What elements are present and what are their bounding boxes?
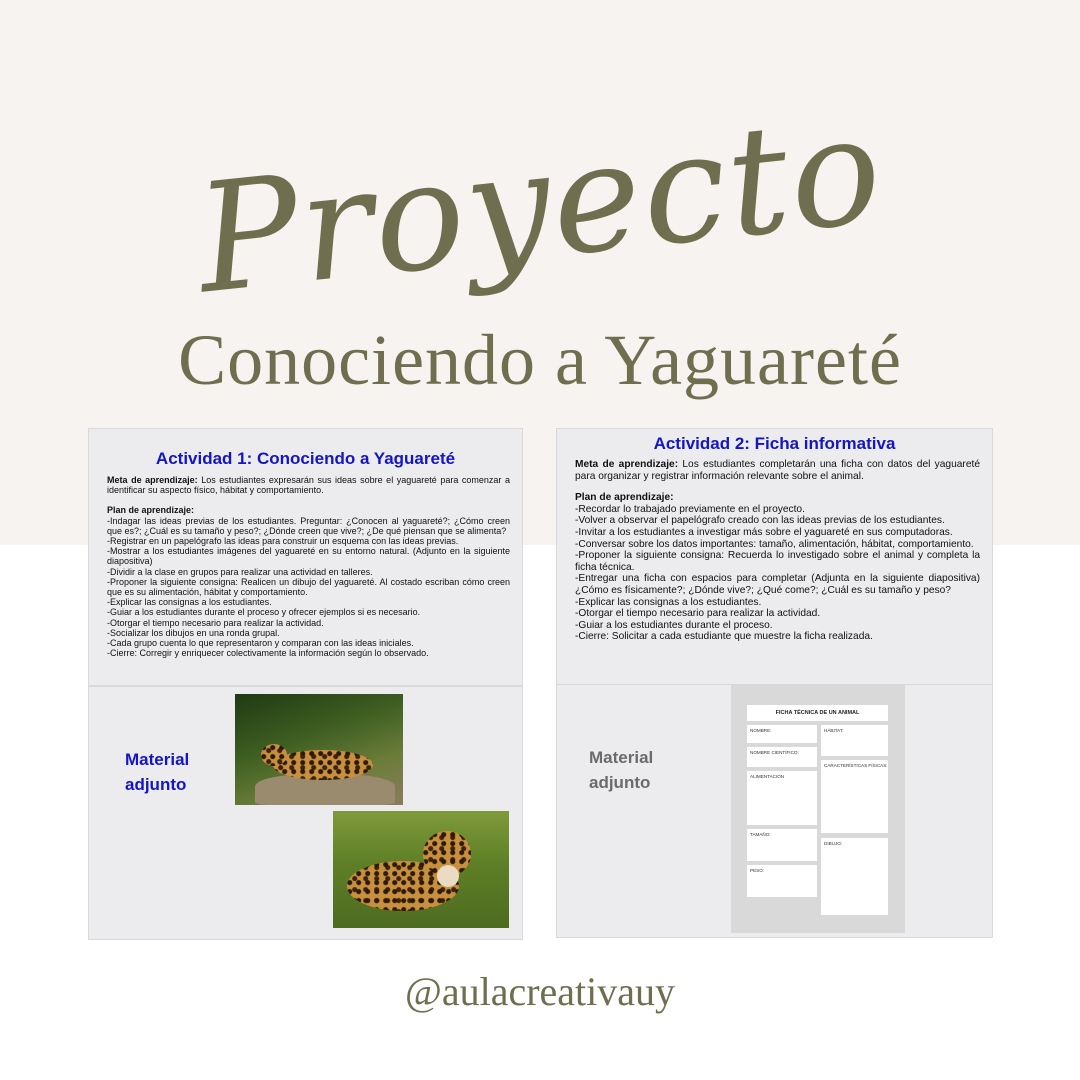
material-line-2: adjunto — [589, 773, 651, 792]
jaguar-on-rock-photo — [235, 694, 403, 805]
plan-item: -Conversar sobre los datos importantes: tamaño, alimentación, hábitat, comportamiento. — [575, 538, 974, 550]
meta-text: Los estudiantes completarán una ficha con datos del yaguareté para organizar y registrar información relevante sobre el animal. — [575, 459, 980, 482]
plan-item: -Volver a observar el papelógrafo creado con las ideas previas de los estudiantes. — [575, 515, 945, 527]
activity-1-meta — [107, 475, 510, 495]
material-line-1: Material — [125, 750, 190, 769]
plan-item: -Otorgar el tiempo necesario para realizar la actividad. — [107, 617, 324, 628]
field-label: NOMBRE CIENTÍFICO: — [750, 750, 799, 755]
field-caracteristicas — [821, 760, 888, 833]
activity-1-slide — [88, 428, 523, 686]
meta-text: Los estudiantes expresarán sus ideas sobre el yaguareté para comenzar a identificar su aspecto físico, hábitat y comportamiento. — [107, 475, 510, 496]
plan-item: -Indagar las ideas previas de los estudiantes. Preguntar: ¿Conocen al yaguareté?; ¿Cómo creen que es?; ¿Cuál es su tamaño y peso?; ¿Dónde creen que vive?; ¿De qué piensan que se alimenta? — [107, 515, 510, 536]
plan-item: -Entregar una ficha con espacios para completar (Adjunta en la siguiente diapositiva) ¿Cómo es físicamente?; ¿Dónde vive?; ¿Qué come?; ¿Cuál es su tamaño y peso? — [575, 573, 980, 596]
field-alimentacion — [747, 771, 817, 825]
plan-item: -Proponer la siguiente consigna: Recuerda lo investigado sobre el animal y completa la ficha técnica. — [575, 550, 980, 573]
material-heading — [125, 747, 189, 797]
plan-item: -Dividir a la clase en grupos para realizar una actividad en talleres. — [107, 566, 373, 577]
plan-item: -Explicar las consignas a los estudiantes. — [575, 596, 762, 608]
plan-item: -Guiar a los estudiantes durante el proceso. — [575, 619, 773, 631]
page-subtitle: Conociendo a Yaguareté — [178, 320, 902, 400]
plan-item: -Proponer la siguiente consigna: Realicen un dibujo del yaguareté. Al costado escriban cómo creen que es su alimentación, hábitat y comportamiento. — [107, 576, 510, 598]
field-dibujo — [821, 838, 888, 915]
meta-label: Meta de aprendizaje: — [107, 475, 198, 485]
script-title: Proyecto — [189, 82, 891, 328]
material-heading — [589, 745, 653, 795]
activity-2-slide — [556, 428, 993, 686]
plan-label: Plan de aprendizaje: — [575, 492, 674, 504]
field-habitat — [821, 725, 888, 756]
field-label: ALIMENTACIÓN — [750, 774, 785, 779]
activity-2-meta — [575, 459, 980, 482]
activity-2-title: Actividad 2: Ficha informativa — [653, 434, 896, 453]
field-nombre — [747, 725, 817, 743]
plan-item: -Otorgar el tiempo necesario para realizar la actividad. — [575, 608, 821, 620]
activity-1-title: Actividad 1: Conociendo a Yaguareté — [155, 449, 456, 468]
field-nombre-cientifico — [747, 747, 817, 767]
social-handle: @aulacreativauy — [404, 969, 676, 1014]
animal-fact-sheet — [731, 685, 905, 933]
plan-label: Plan de aprendizaje: — [107, 505, 195, 516]
plan-item: -Cierre: Solicitar a cada estudiante que muestre la ficha realizada. — [575, 631, 873, 643]
material-line-1: Material — [589, 748, 654, 767]
meta-label: Meta de aprendizaje: — [575, 459, 679, 470]
plan-item: -Socializar los dibujos en una ronda grupal. — [107, 627, 280, 638]
plan-item: -Cada grupo cuenta lo que representaron y comparan con las ideas iniciales. — [107, 638, 414, 649]
plan-item: -Registrar en un papelógrafo las ideas para construir un esquema con las ideas previas. — [107, 536, 459, 547]
field-label: HÁBITAT: — [824, 728, 844, 733]
field-label: PESO: — [750, 868, 765, 873]
activity-2-body — [575, 459, 980, 643]
field-label: CARACTERÍSTICAS FÍSICAS: — [824, 763, 888, 768]
material-line-2: adjunto — [125, 775, 187, 794]
field-label: NOMBRE: — [750, 728, 772, 733]
field-label: DIBUJO: — [824, 841, 843, 846]
jaguar-in-grass-photo — [333, 811, 509, 928]
field-peso — [747, 865, 817, 897]
plan-item: -Cierre: Corregir y enriquecer colectivamente la información según lo observado. — [107, 648, 429, 659]
plan-item: -Guiar a los estudiantes durante el proceso y ofrecer ejemplos si es necesario. — [107, 607, 421, 618]
plan-item: -Recordar lo trabajado previamente en el proyecto. — [575, 503, 805, 515]
field-label: TAMAÑO: — [750, 832, 771, 837]
fact-sheet-title: FICHA TÉCNICA DE UN ANIMAL — [747, 705, 888, 721]
field-tamano — [747, 829, 817, 861]
plan-item: -Invitar a los estudiantes a investigar más sobre el yaguareté en sus computadoras. — [575, 526, 953, 538]
activity-1-material-slide — [88, 686, 523, 940]
plan-item: -Explicar las consignas a los estudiantes. — [107, 597, 272, 608]
plan-item: -Mostrar a los estudiantes imágenes del yaguareté en su entorno natural. (Adjunto en la siguiente diapositiva) — [107, 546, 510, 567]
activity-2-material-slide — [556, 684, 993, 938]
activity-1-body — [107, 475, 510, 658]
